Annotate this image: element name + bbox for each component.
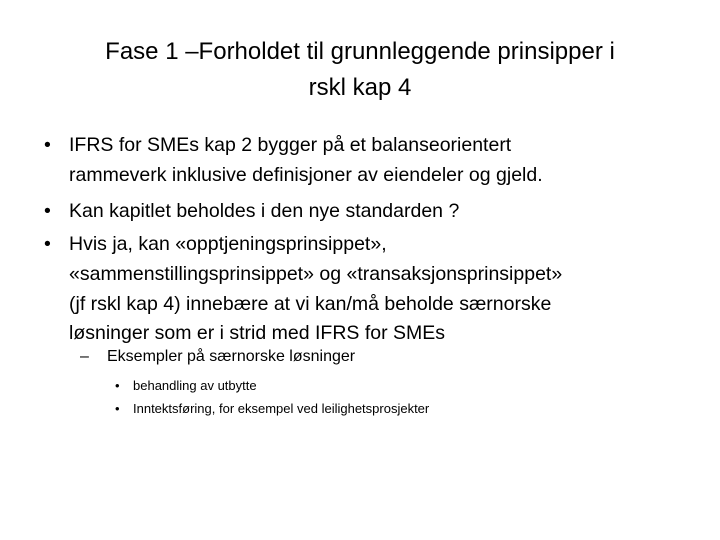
bullet-text-line: Kan kapitlet beholdes i den nye standarden ? xyxy=(69,200,460,222)
bullet-text-line: Hvis ja, kan «opptjeningsprinsippet», xyxy=(69,233,387,255)
title-line-1: Fase 1 –Forholdet til grunnleggende prinsipper i xyxy=(105,38,615,65)
title-line-2: rskl kap 4 xyxy=(308,74,412,101)
slide-title xyxy=(40,34,680,106)
bullet-icon: • xyxy=(115,378,120,393)
bullet-text-line: (jf rskl kap 4) innebære at vi kan/må beholde særnorske xyxy=(69,293,552,315)
bullet-text-line: IFRS for SMEs kap 2 bygger på et balanseorientert xyxy=(69,134,512,156)
bullet-icon: • xyxy=(44,233,51,255)
bullet-text-line: «sammenstillingsprinsippet» og «transaksjonsprinsippet» xyxy=(69,263,563,285)
sub-sub-bullet-text: behandling av utbytte xyxy=(133,378,257,393)
bullet-icon: • xyxy=(115,401,120,416)
dash-icon: – xyxy=(80,348,89,365)
bullet-icon: • xyxy=(44,200,51,222)
bullet-icon: • xyxy=(44,134,51,156)
sub-bullet-text: Eksempler på særnorske løsninger xyxy=(107,348,356,365)
bullet-text-line: rammeverk inklusive definisjoner av eiendeler og gjeld. xyxy=(69,164,543,186)
bullet-text-line: løsninger som er i strid med IFRS for SMEs xyxy=(69,322,446,344)
sub-sub-bullet-text: Inntektsføring, for eksempel ved leilighetsprosjekter xyxy=(133,401,430,416)
